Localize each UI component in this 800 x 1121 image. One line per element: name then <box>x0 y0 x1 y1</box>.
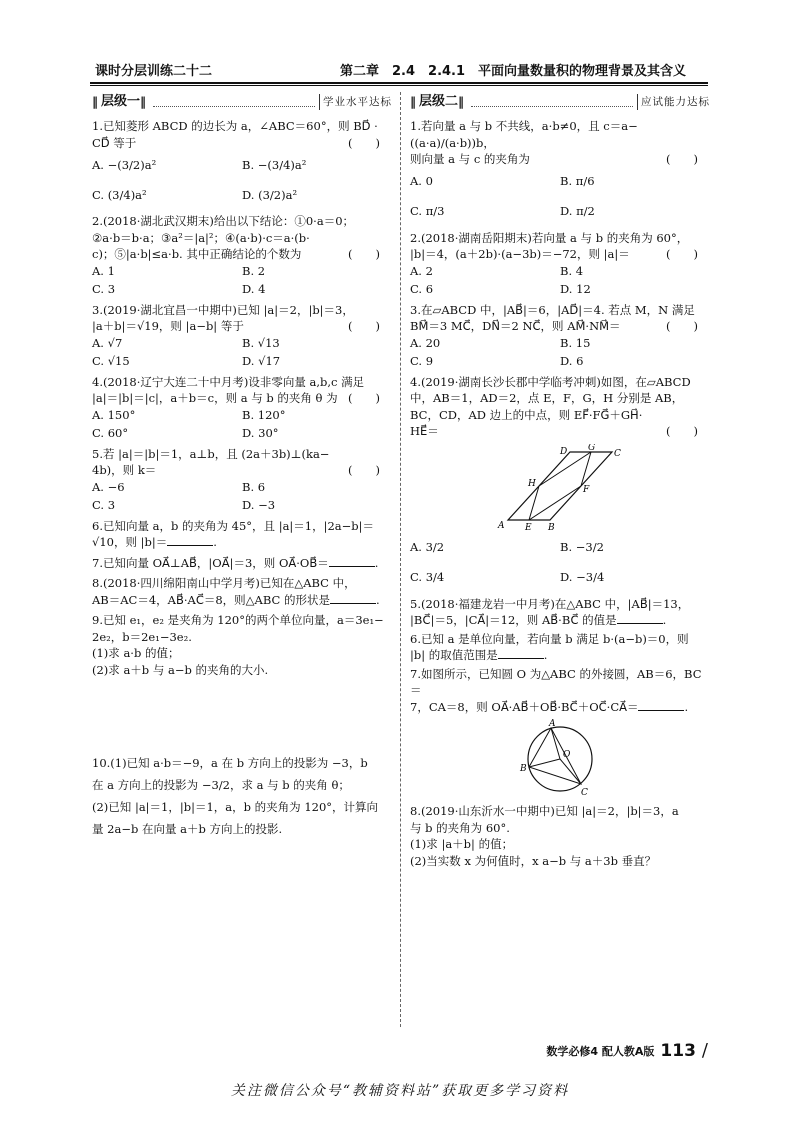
question-text: 6.已知 a 是单位向量，若向量 b 满足 b·(a−b)＝0，则 <box>410 631 689 646</box>
question-text: 4b)，则 k＝ ( ) <box>92 463 380 477</box>
right-column <box>410 92 710 869</box>
parallelogram-svg <box>490 444 630 530</box>
question-text: c)；⑤|a·b|≤a·b. 其中正确结论的个数为 ( ) <box>92 247 380 261</box>
question-text: 7.如图所示，已知圆 O 为△ABC 的外接圆，AB＝6，BC＝ <box>410 666 702 697</box>
level-marker-icon: ‖ <box>410 94 416 109</box>
question-7 <box>92 555 392 572</box>
answer-blank[interactable] <box>498 647 544 659</box>
option-c: C. π/3 <box>410 204 445 219</box>
level-tag: 应试能力达标 <box>637 94 710 111</box>
dotted-leader <box>471 97 633 107</box>
book-label: 数学必修4 配人教A版 <box>546 1044 655 1058</box>
bottom-note: 关注微信公众号“教辅资料站”获取更多学习资料 <box>230 1083 570 1099</box>
question-text: 中，AB＝1，AD＝2，点 E，F，G，H 分别是 AB， <box>410 391 684 405</box>
option-a: A. −6 <box>92 479 125 494</box>
level-marker-icon: ‖ <box>458 94 465 109</box>
column-divider <box>400 92 401 1027</box>
options <box>92 151 392 209</box>
option-d: D. 4 <box>242 282 266 296</box>
option-d: D. (3/2)a² <box>242 187 298 202</box>
option-a: A. 3/2 <box>410 540 445 555</box>
question-text: √10，则 |b|＝ . <box>92 535 217 549</box>
question-text: 6.已知向量 a，b 的夹角为 45°，且 |a|＝1，|2a−b|＝ <box>92 518 375 533</box>
option-c: C. 6 <box>410 282 434 296</box>
level-marker-icon: ‖ <box>92 94 98 109</box>
option-c: C. √15 <box>92 354 130 368</box>
option-b: B. −(3/4)a² <box>242 157 307 172</box>
option-a: A. √7 <box>92 335 123 350</box>
question-5 <box>92 446 392 514</box>
label-e: E <box>525 522 532 530</box>
level-title: 层级二 <box>419 93 459 109</box>
option-a: A. 0 <box>410 174 433 189</box>
question-text: |b| 的取值范围是 . <box>410 648 548 662</box>
option-d: D. √17 <box>242 354 281 368</box>
label-a: A <box>498 520 505 530</box>
question-text: AB＝AC＝4，AB⃗·AC⃗＝8，则△ABC 的形状是 . <box>92 592 380 607</box>
question-text: |BC⃗|＝5，|CA⃗|＝12，则 AB⃗·BC⃗ 的值是 . <box>410 613 667 627</box>
label-d: D <box>560 446 568 457</box>
question-text: 5.(2018·福建龙岩一中月考)在△ABC 中，|AB⃗|＝13， <box>410 596 690 611</box>
page-number: 113 <box>660 1040 696 1061</box>
question-3 <box>410 302 710 370</box>
option-b: B. 4 <box>560 263 584 278</box>
answer-blank[interactable] <box>167 534 213 546</box>
option-d: D. π/2 <box>560 204 595 219</box>
option-b: B. √13 <box>242 335 280 350</box>
parallelogram-figure <box>410 444 710 530</box>
option-d: D. 6 <box>560 354 584 368</box>
options <box>92 263 392 298</box>
question-text: 7.已知向量 OA⃗⊥AB⃗，|OA⃗|＝3，则 OA⃗·OB⃗＝ . <box>92 555 379 570</box>
question-text: 3.在▱ABCD 中，|AB⃗|＝6，|AD⃗|＝4. 若点 M，N 满足 <box>410 302 695 317</box>
question-text: 4.(2018·辽宁大连二十中月考)设非零向量 a,b,c 满足 <box>92 374 365 389</box>
option-c: C. 3 <box>92 282 116 296</box>
level-one-heading <box>92 92 392 112</box>
question-2 <box>92 213 392 298</box>
label-o: O <box>563 750 571 760</box>
options <box>92 479 392 514</box>
question-6 <box>92 518 392 551</box>
option-b: B. π/6 <box>560 174 595 189</box>
option-a: A. 150° <box>92 407 136 422</box>
question-1 <box>92 118 392 209</box>
question-text: 8.(2019·山东沂水一中期中)已知 |a|＝2，|b|＝3，a <box>410 804 679 818</box>
answer-blank[interactable] <box>329 555 375 567</box>
question-4 <box>92 374 392 442</box>
label-c: C <box>614 448 621 459</box>
label-b: B <box>520 764 527 774</box>
level-marker-icon: ‖ <box>140 94 147 109</box>
question-text: 1.已知菱形 ABCD 的边长为 a，∠ABC＝60°，则 BD⃗ · CD⃗ 等于 ( ) <box>92 119 380 150</box>
question-text: 7，CA＝8，则 OA⃗·AB⃗＋OB⃗·BC⃗＋OC⃗·CA⃗＝ . <box>410 699 689 714</box>
question-10 <box>92 752 392 840</box>
option-d: D. 30° <box>242 426 279 440</box>
options <box>410 168 710 226</box>
question-7 <box>410 666 710 800</box>
circle-figure <box>410 719 710 799</box>
sub-question: (1)求 a·b 的值； <box>92 646 180 660</box>
question-8 <box>410 803 710 869</box>
level-title: 层级一 <box>101 93 141 109</box>
question-9 <box>92 612 392 678</box>
question-text: 2.(2018·湖北武汉期末)给出以下结论：①0·a＝0； <box>92 214 355 228</box>
header-rule <box>90 82 708 84</box>
label-c: C <box>581 788 588 798</box>
left-column <box>92 92 392 840</box>
question-text: 4.(2019·湖南长沙长郡中学临考冲刺)如图，在▱ABCD <box>410 374 691 389</box>
label-g: G <box>588 443 596 453</box>
dotted-leader <box>153 97 315 107</box>
option-d: D. 12 <box>560 282 591 296</box>
question-text: ②a·b＝b·a；③a²＝|a|²；④(a·b)·c＝a·(b· <box>92 230 310 245</box>
header-left-title: 课时分层训练二十二 <box>95 64 213 79</box>
circumcircle-svg <box>515 719 605 799</box>
option-b: B. 6 <box>242 479 266 494</box>
question-text: 在 a 方向上的投影为 −3/2，求 a 与 b 的夹角 θ； <box>92 778 350 792</box>
options <box>410 534 710 592</box>
option-c: C. (3/4)a² <box>92 187 147 202</box>
option-c: C. 60° <box>92 426 129 440</box>
level-two-heading <box>410 92 710 112</box>
question-text: HE⃗＝ ( ) <box>410 424 698 438</box>
label-a: A <box>549 719 556 729</box>
question-text: BC，CD，AD 边上的中点，则 EF⃗·FG⃗＋GH⃗· <box>410 407 643 422</box>
option-a: A. −(3/2)a² <box>92 157 157 172</box>
sub-question: (2)当实数 x 为何值时，x a−b 与 a＋3b 垂直？ <box>410 853 657 868</box>
option-c: C. 3/4 <box>410 570 445 585</box>
question-text: |b|＝4，(a＋2b)·(a−3b)＝−72，则 |a|＝ ( ) <box>410 247 698 261</box>
question-8 <box>92 575 392 608</box>
option-b: B. 2 <box>242 263 266 278</box>
sub-question: (1)求 |a＋b| 的值； <box>410 837 514 851</box>
question-1 <box>410 118 710 226</box>
options <box>410 263 710 298</box>
option-c: C. 9 <box>410 354 434 368</box>
question-3 <box>92 302 392 370</box>
sub-question: (2)求 a＋b 与 a−b 的夹角的大小. <box>92 662 269 677</box>
question-5 <box>410 596 710 629</box>
answer-blank[interactable] <box>638 699 684 711</box>
label-f: F <box>583 484 590 495</box>
question-text: 9.已知 e₁，e₂ 是夹角为 120°的两个单位向量，a＝3e₁− <box>92 613 384 627</box>
option-b: B. 120° <box>242 407 286 422</box>
question-text: 3.(2019·湖北宜昌一中期中)已知 |a|＝2，|b|＝3， <box>92 302 354 317</box>
option-d: D. −3/4 <box>560 570 605 585</box>
options <box>92 407 392 442</box>
question-4 <box>410 374 710 592</box>
question-text: 量 2a−b 在向量 a＋b 方向上的投影. <box>92 822 283 836</box>
question-text: 与 b 的夹角为 60°. <box>410 820 510 835</box>
answer-blank[interactable] <box>330 592 376 604</box>
question-text: 则向量 a 与 c 的夹角为 ( ) <box>410 152 698 166</box>
question-text: |a|＝|b|＝|c|，a＋b＝c，则 a 与 b 的夹角 θ 为 ( ) <box>92 391 380 405</box>
question-text: |a＋b|＝√19，则 |a−b| 等于 ( ) <box>92 319 380 333</box>
slash-icon: / <box>701 1040 708 1061</box>
page-footer <box>546 1040 708 1061</box>
header-right-title: 第二章 2.4 2.4.1 平面向量数量积的物理背景及其含义 <box>340 64 687 79</box>
question-2 <box>410 230 710 298</box>
option-d: D. −3 <box>242 498 276 512</box>
question-text: 2.(2018·湖南岳阳期末)若向量 a 与 b 的夹角为 60°， <box>410 230 689 245</box>
question-text: 1.若向量 a 与 b 不共线，a·b≠0，且 c＝a−((a·a)/(a·b))b， <box>410 119 638 150</box>
option-a: A. 1 <box>92 263 115 278</box>
options <box>92 335 392 370</box>
option-a: A. 2 <box>410 263 433 278</box>
question-text: BM⃗＝3 MC⃗，DN⃗＝2 NC⃗，则 AM⃗·NM⃗＝ ( ) <box>410 319 698 333</box>
option-a: A. 20 <box>410 335 441 350</box>
question-6 <box>410 631 710 664</box>
label-h: H <box>528 478 536 489</box>
question-text: 10.(1)已知 a·b＝−9，a 在 b 方向上的投影为 −3，b <box>92 756 368 770</box>
header-rule-thin <box>90 85 708 86</box>
option-c: C. 3 <box>92 498 116 512</box>
question-text: 5.若 |a|＝|b|＝1，a⊥b，且 (2a＋3b)⊥(ka− <box>92 446 330 461</box>
question-text: 2e₂，b＝2e₁−3e₂. <box>92 629 192 644</box>
options <box>410 335 710 370</box>
answer-blank[interactable] <box>617 612 663 624</box>
option-b: B. −3/2 <box>560 540 604 555</box>
level-tag: 学业水平达标 <box>319 94 392 111</box>
label-b: B <box>548 522 555 530</box>
option-b: B. 15 <box>560 335 591 350</box>
question-text: (2)已知 |a|＝1，|b|＝1，a，b 的夹角为 120°，计算向 <box>92 800 379 814</box>
question-text: 8.(2018·四川绵阳南山中学月考)已知在△ABC 中， <box>92 576 356 590</box>
